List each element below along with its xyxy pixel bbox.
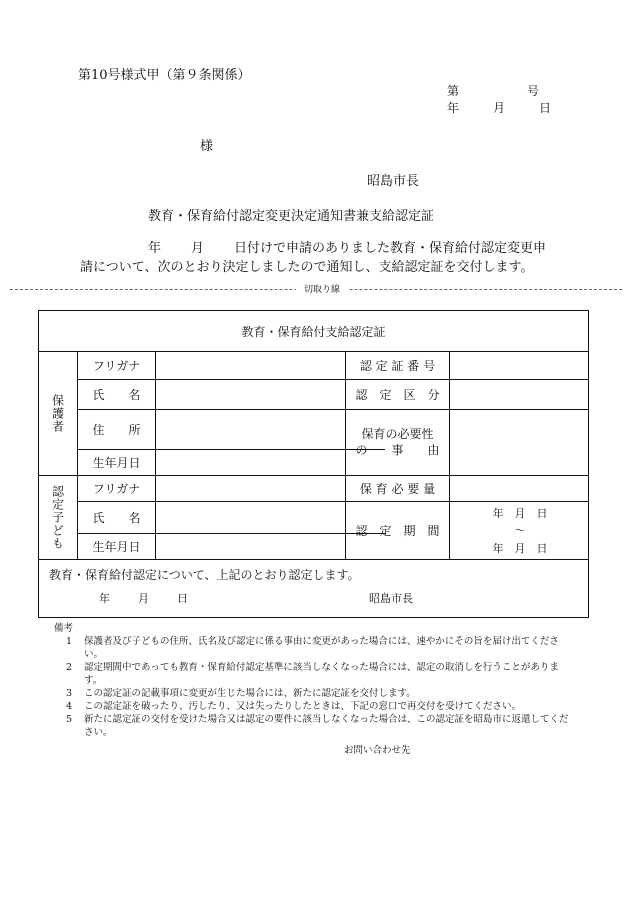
note-item bbox=[54, 635, 574, 661]
body-year: 年 bbox=[148, 241, 162, 256]
approval-issuer: 昭島市長 bbox=[369, 592, 413, 605]
note-text: この認定証の記載事項に変更が生じた場合には、新たに認定証を交付します。 bbox=[84, 688, 416, 699]
issue-month: 月 bbox=[493, 101, 506, 115]
note-number: 4 bbox=[66, 701, 73, 712]
note-text: 保護者及び子どもの住所、氏名及び認定に係る事由に変更があった場合には、速やかにその旨を届け出てください。 bbox=[84, 636, 559, 660]
document-number-label: 第 bbox=[447, 84, 460, 98]
amount-label: 保 育 必 要 量 bbox=[359, 482, 436, 496]
document-number-suffix: 号 bbox=[527, 84, 540, 98]
issuer-name: 昭島市長 bbox=[367, 174, 420, 189]
body-month: 月 bbox=[191, 241, 205, 256]
notes-title: 備考 bbox=[54, 623, 74, 634]
issue-date bbox=[447, 99, 551, 116]
contact-label: お問い合わせ先 bbox=[344, 745, 411, 756]
certificate-card bbox=[38, 310, 589, 618]
category-label: 認 定 区 分 bbox=[355, 388, 440, 402]
document-title: 教育・保育給付認定変更決定通知書兼支給認定証 bbox=[148, 209, 435, 224]
rule bbox=[345, 409, 588, 410]
body-line-1 bbox=[148, 237, 546, 256]
rule bbox=[39, 559, 588, 560]
note-text: この認定証を破ったり、汚したり、又は失ったりしたときは、下記の窓口で再交付を受けてください。 bbox=[84, 701, 522, 712]
form-number: 第10号様式甲（第９条関係） bbox=[78, 68, 251, 83]
necessity-label bbox=[346, 423, 449, 461]
body-line-2: 請について、次のとおり決定しましたので通知し、支給認定証を交付します。 bbox=[80, 260, 534, 275]
approval-year: 年 bbox=[99, 592, 110, 605]
child-name-label: 氏 名 bbox=[92, 511, 141, 525]
approval-statement: 教育・保育給付認定について、上記のとおり認定します。 bbox=[49, 567, 360, 582]
child-furigana-label: フリガナ bbox=[92, 482, 141, 496]
cut-line-label: 切取り線 bbox=[296, 282, 348, 295]
card-title: 教育・保育給付支給認定証 bbox=[241, 324, 386, 339]
note-number: 2 bbox=[66, 662, 73, 673]
note-number: 3 bbox=[66, 688, 73, 699]
rule bbox=[155, 351, 156, 559]
approval-day: 日 bbox=[177, 592, 188, 605]
body-rest: 日付けで申請のありました教育・保育給付認定変更申 bbox=[234, 241, 547, 256]
guardian-address-label: 住 所 bbox=[92, 423, 141, 437]
period-start: 年 月 日 bbox=[492, 506, 548, 520]
note-number: 1 bbox=[66, 636, 73, 647]
guardian-birthdate-label: 生年月日 bbox=[92, 456, 141, 470]
note-text: 新たに認定証の交付を受けた場合又は認定の要件に該当しなくなった場合は、この認定証を昭島市に返還してください。 bbox=[84, 714, 569, 738]
notes-section bbox=[54, 622, 574, 739]
note-item bbox=[54, 713, 574, 739]
guardian-group-label: 保護者 bbox=[50, 394, 65, 433]
note-number: 5 bbox=[66, 714, 73, 725]
child-birthdate-label: 生年月日 bbox=[92, 540, 141, 554]
note-item bbox=[54, 700, 574, 713]
note-item bbox=[54, 661, 574, 687]
guardian-name-label: 氏 名 bbox=[92, 388, 141, 402]
approval-date bbox=[99, 588, 188, 608]
period-end: 年 月 日 bbox=[492, 542, 548, 555]
approval-month: 月 bbox=[138, 592, 149, 605]
guardian-furigana-label: フリガナ bbox=[92, 359, 141, 373]
necessity-label-line1: 保育の必要性 bbox=[361, 427, 434, 441]
note-text: 認定期間中であっても教育・保育給付認定基準に該当しなくなった場合には、認定の取消しを行うことがあります。 bbox=[84, 662, 559, 686]
note-item bbox=[54, 687, 574, 700]
issue-year: 年 bbox=[447, 101, 460, 115]
necessity-label-line2: の 事 由 bbox=[355, 443, 440, 457]
child-group-label: 認定子ども bbox=[50, 485, 65, 550]
issue-day: 日 bbox=[539, 101, 552, 115]
cert-number-label: 認 定 証 番 号 bbox=[359, 359, 436, 373]
period-tilde: ～ bbox=[514, 523, 526, 537]
period-label: 認 定 期 間 bbox=[355, 524, 440, 538]
addressee-suffix: 様 bbox=[200, 139, 214, 154]
